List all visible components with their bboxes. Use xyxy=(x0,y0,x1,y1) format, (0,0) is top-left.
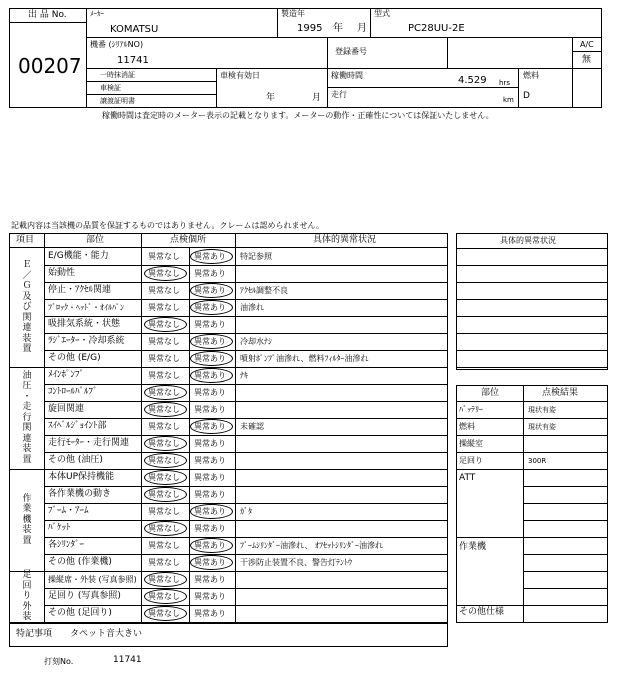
normal-option: 異常なし xyxy=(148,439,180,448)
normal-option: 異常なし xyxy=(148,507,180,516)
normal-option: 異常なし xyxy=(148,592,180,601)
abnormal-option: 異常あり xyxy=(194,337,226,346)
group-label-char: 外 xyxy=(22,601,32,612)
group-label-char: り xyxy=(22,591,32,602)
group-label-char: 装 xyxy=(22,612,32,623)
group-label-char: 連 xyxy=(22,323,32,334)
status-circle xyxy=(190,555,233,570)
year-unit: 年 xyxy=(333,23,343,34)
status-circle xyxy=(144,572,187,587)
row-detail: ｱｸｾﾙ調整不良 xyxy=(240,286,288,295)
abnormal-option: 異常あり xyxy=(194,558,226,567)
status-circle xyxy=(144,487,187,502)
abnormal-option: 異常あり xyxy=(194,473,226,482)
hours-unit: hrs xyxy=(499,79,510,87)
year-value: 1995 xyxy=(297,23,323,34)
item-no: 00207 xyxy=(18,54,82,78)
special-notes-label: 特記事項 xyxy=(16,629,53,639)
result-col-result: 点検結果 xyxy=(542,388,579,398)
distance-label: 走行 xyxy=(331,90,347,99)
result-row-value: 現状有姿 xyxy=(528,423,556,431)
row-part: ｽｲﾍﾞﾙｼﾞｮｲﾝﾄ部 xyxy=(48,421,107,431)
abnormal-option: 異常あり xyxy=(194,575,226,584)
serial-label: 機番 (ｼﾘｱﾙNO) xyxy=(90,40,144,49)
row-detail: ﾅｷ xyxy=(240,371,248,380)
stamp-value: 11741 xyxy=(113,655,142,665)
group-label-char: 連 xyxy=(22,433,32,444)
status-circle xyxy=(144,402,187,417)
normal-option: 異常なし xyxy=(148,405,180,414)
normal-option: 異常なし xyxy=(148,422,180,431)
group-label-char: 行 xyxy=(22,412,32,423)
row-detail: 未確認 xyxy=(240,422,264,431)
row-part: ﾒｲﾝﾎﾟﾝﾌﾟ xyxy=(48,370,85,380)
group-label-char: 油 xyxy=(22,370,32,381)
normal-option: 異常なし xyxy=(148,388,180,397)
status-circle xyxy=(190,334,233,349)
group-label-char: 及 xyxy=(22,291,32,302)
abnormal-option: 異常あり xyxy=(194,405,226,414)
row-detail: 干渉防止装置不良、警告灯ﾃﾝﾄｳ xyxy=(240,558,352,567)
inspection-label: 車検有効日 xyxy=(220,71,260,80)
abnormal-option: 異常あり xyxy=(194,252,226,261)
status-circle xyxy=(144,589,187,604)
temp-cert-label: 一時抹消証 xyxy=(100,71,135,79)
abnormal-option: 異常あり xyxy=(194,524,226,533)
normal-option: 異常なし xyxy=(148,303,180,312)
normal-option: 異常なし xyxy=(148,320,180,329)
status-circle xyxy=(190,249,233,264)
group-label-char: 装 xyxy=(22,525,32,536)
normal-option: 異常なし xyxy=(148,286,180,295)
row-part: その他 (足回り) xyxy=(48,608,112,618)
row-detail: 油滲れ xyxy=(240,303,264,312)
row-part: 操縦席・外装 (写真参照) xyxy=(48,575,137,584)
transfer-cert-label: 譲渡証明書 xyxy=(100,97,135,105)
row-part: ｺﾝﾄﾛｰﾙﾊﾞﾙﾌﾞ xyxy=(48,387,98,397)
abnormal-option: 異常あり xyxy=(194,456,226,465)
group-label-char: 業 xyxy=(22,504,32,515)
normal-option: 異常なし xyxy=(148,269,180,278)
model-label: 型式 xyxy=(374,9,390,18)
abnormal-option: 異常あり xyxy=(194,371,226,380)
ac-value: 無 xyxy=(582,55,592,65)
group-label-char: 機 xyxy=(22,514,32,525)
row-detail: 冷却水ﾅｼ xyxy=(240,337,272,346)
hours-value: 4.529 xyxy=(458,75,487,86)
registration-label: 登録番号 xyxy=(335,47,367,56)
other-spec-label: その他仕様 xyxy=(459,607,505,617)
group-label xyxy=(21,494,33,547)
row-part: 始動性 xyxy=(48,268,76,278)
result-row-part: 足回り xyxy=(459,456,483,465)
group-label-char: 関 xyxy=(22,312,32,323)
row-part: 足回り (写真参照) xyxy=(48,591,121,601)
year-label: 製造年 xyxy=(281,9,305,18)
group-label xyxy=(21,371,33,466)
stamp-label: 打刻No. xyxy=(44,657,74,666)
abnormal-option: 異常あり xyxy=(194,422,226,431)
abnormal-option: 異常あり xyxy=(194,320,226,329)
row-part: その他 (E/G) xyxy=(48,353,101,363)
row-part: 各作業機の動き xyxy=(48,489,112,499)
month-unit: 月 xyxy=(357,23,367,34)
special-notes-text: タペット音大きい xyxy=(70,629,143,639)
row-part: 走行ﾓｰﾀｰ・走行関連 xyxy=(48,438,130,448)
status-circle xyxy=(144,470,187,485)
hours-label: 稼働時間 xyxy=(331,71,363,80)
row-part: その他 (油圧) xyxy=(48,455,103,465)
abnormal-option: 異常あり xyxy=(194,490,226,499)
group-label-char: 置 xyxy=(22,454,32,465)
fuel-label: 燃料 xyxy=(523,71,539,80)
row-detail: ﾌﾞｰﾑｼﾘﾝﾀﾞｰ油滲れ、 ｵﾌｾｯﾄｼﾘﾝﾀﾞｰ油滲れ xyxy=(240,541,384,550)
group-label-char: 圧 xyxy=(22,381,32,392)
normal-option: 異常なし xyxy=(148,609,180,618)
model-value: PC28UU-2E xyxy=(408,23,465,34)
group-label-char: 置 xyxy=(22,344,32,355)
row-part: ﾗｼﾞｴｰﾀｰ・冷却系統 xyxy=(48,336,125,346)
abnormal-option: 異常あり xyxy=(194,507,226,516)
row-part: ﾊﾞｹｯﾄ xyxy=(48,523,71,533)
group-label xyxy=(21,260,33,355)
abnormal-option: 異常あり xyxy=(194,592,226,601)
row-part: その他 (作業機) xyxy=(48,557,112,567)
abnormal-option: 異常あり xyxy=(194,269,226,278)
group-label-char: 置 xyxy=(22,535,32,546)
row-detail: ｶﾞﾀ xyxy=(240,507,252,516)
vehicle-cert-label: 車検証 xyxy=(100,84,121,92)
row-part: 吸排気系統・状態 xyxy=(48,319,121,329)
status-circle xyxy=(144,385,187,400)
col-detail-header: 具体的異常状況 xyxy=(313,235,377,245)
distance-unit: km xyxy=(503,96,514,104)
status-circle xyxy=(190,300,233,315)
status-circle xyxy=(144,317,187,332)
row-part: 停止・ｱｸｾﾙ関連 xyxy=(48,285,112,295)
abnormal-option: 異常あり xyxy=(194,388,226,397)
abnormal-option: 異常あり xyxy=(194,354,226,363)
normal-option: 異常なし xyxy=(148,524,180,533)
group-label-char: ／ xyxy=(22,270,32,281)
status-circle xyxy=(190,419,233,434)
group-label-char: 装 xyxy=(22,333,32,344)
abnormal-option: 異常あり xyxy=(194,286,226,295)
normal-option: 異常なし xyxy=(148,337,180,346)
result-row-part: 操縦室 xyxy=(459,439,483,448)
inspection-year-unit: 年 xyxy=(266,93,276,103)
status-circle xyxy=(190,504,233,519)
item-no-label: 出 品 No. xyxy=(28,10,67,20)
row-part: ﾌﾞｰﾑ・ｱｰﾑ xyxy=(48,506,89,516)
status-circle xyxy=(190,351,233,366)
abnormal-option: 異常あり xyxy=(194,439,226,448)
right-detail-title: 具体的異常状況 xyxy=(500,236,556,245)
normal-option: 異常なし xyxy=(148,456,180,465)
normal-option: 異常なし xyxy=(148,490,180,499)
fuel-value: D xyxy=(523,91,530,101)
status-circle xyxy=(144,266,187,281)
normal-option: 異常なし xyxy=(148,558,180,567)
group-label-char: 足 xyxy=(22,570,32,581)
col-part-header: 部位 xyxy=(86,235,105,245)
row-part: E/G機能・能力 xyxy=(48,251,109,261)
row-part: 旋回関連 xyxy=(48,404,85,414)
group-label-char: 走 xyxy=(22,402,32,413)
status-circle xyxy=(144,436,187,451)
status-circle xyxy=(144,453,187,468)
status-circle xyxy=(190,538,233,553)
inspection-month-unit: 月 xyxy=(312,93,322,103)
work-label: 作業機 xyxy=(459,542,487,552)
row-detail: 特記参照 xyxy=(240,252,272,261)
maker-value: KOMATSU xyxy=(110,24,159,35)
row-part: 本体UP保持機能 xyxy=(48,472,115,482)
group-label-char: び xyxy=(22,302,32,313)
group-label-char: 回 xyxy=(22,580,32,591)
abnormal-option: 異常あり xyxy=(194,303,226,312)
normal-option: 異常なし xyxy=(148,541,180,550)
normal-option: 異常なし xyxy=(148,371,180,380)
status-circle xyxy=(190,368,233,383)
hours-note: 稼働時間は査定時のメーター表示の記載となります。メーターの動作・正確性については保証いたしません。 xyxy=(102,111,494,120)
result-row-value: 300R xyxy=(528,457,547,465)
row-detail: 噴射ﾎﾟﾝﾌﾟ油滲れ、燃料ﾌｨﾙﾀｰ油滲れ xyxy=(240,354,369,363)
abnormal-option: 異常あり xyxy=(194,541,226,550)
group-label xyxy=(21,570,33,623)
att-label: ATT xyxy=(459,473,476,483)
row-part: 各ｼﾘﾝﾀﾞｰ xyxy=(48,540,85,550)
normal-option: 異常なし xyxy=(148,575,180,584)
col-category-header: 項目 xyxy=(16,235,35,245)
group-label-char: Ｇ xyxy=(22,281,32,292)
group-label-char: ・ xyxy=(22,391,32,402)
status-circle xyxy=(144,606,187,621)
disclaimer: 記載内容は当該機の品質を保証するものではありません。クレームは認められません。 xyxy=(11,221,324,230)
normal-option: 異常なし xyxy=(148,252,180,261)
serial-value: 11741 xyxy=(117,55,149,66)
col-check-header: 点検個所 xyxy=(170,235,207,245)
group-label-char: 装 xyxy=(22,444,32,455)
group-label-char: 関 xyxy=(22,423,32,434)
maker-label: ﾒｰｶｰ xyxy=(90,10,104,18)
status-circle xyxy=(190,283,233,298)
group-label-char: 作 xyxy=(22,493,32,504)
ac-label: A/C xyxy=(580,40,594,49)
abnormal-option: 異常あり xyxy=(194,609,226,618)
group-label-char: Ｅ xyxy=(22,260,32,271)
result-row-part: 燃料 xyxy=(459,422,475,431)
result-col-part: 部位 xyxy=(481,388,500,398)
status-circle xyxy=(144,521,187,536)
row-part: ﾌﾞﾛｯｸ・ﾍｯﾄﾞ・ｵｲﾙﾊﾟﾝ xyxy=(48,303,124,312)
normal-option: 異常なし xyxy=(148,354,180,363)
normal-option: 異常なし xyxy=(148,473,180,482)
result-row-value: 現状有姿 xyxy=(528,406,556,414)
result-row-part: ﾊﾞｯﾃﾘｰ xyxy=(459,405,483,414)
